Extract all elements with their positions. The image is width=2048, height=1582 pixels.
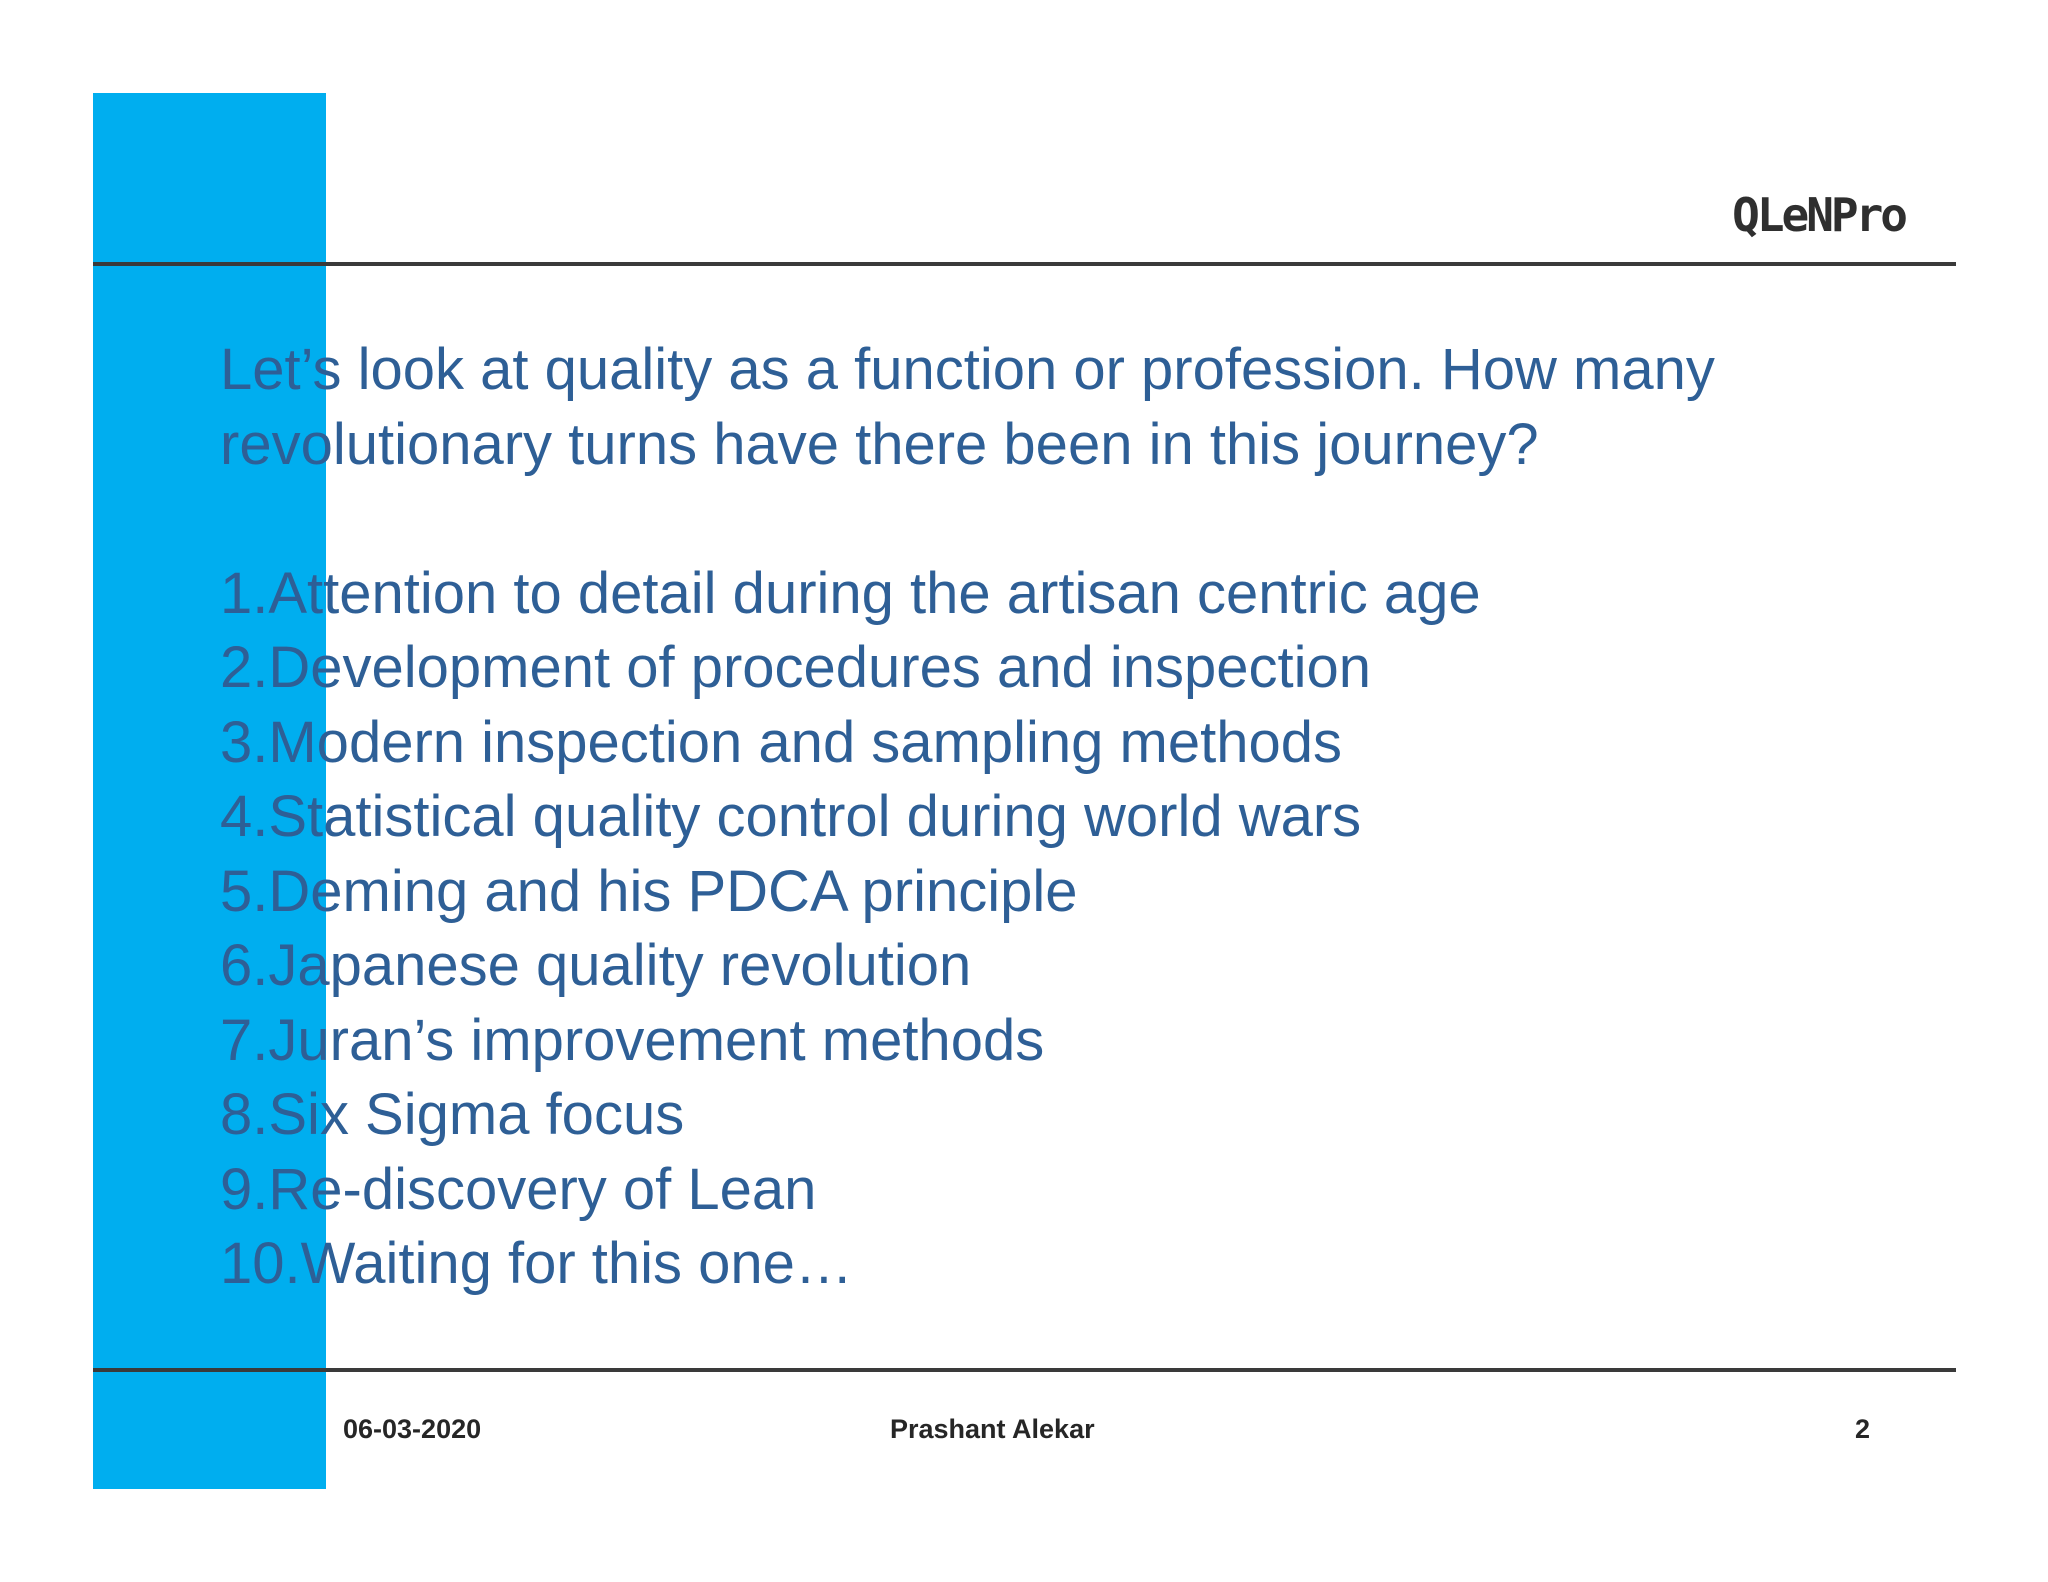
list-item: 3.Modern inspection and sampling methods: [220, 709, 1342, 775]
intro-line-1: Let’s look at quality as a function or profession. How many: [220, 337, 1715, 402]
footer-date: 06-03-2020: [343, 1414, 482, 1444]
list-item: 6.Japanese quality revolution: [220, 933, 972, 998]
list-item: 10.Waiting for this one…: [220, 1231, 853, 1296]
page-number: 2: [1854, 1414, 1870, 1444]
intro-line-2: revolutionary turns have there been in this journey?: [220, 411, 1539, 477]
list-item: 5.Deming and his PDCA principle: [220, 858, 1078, 924]
list-item: 1.Attention to detail during the artisan centric age: [220, 560, 1481, 626]
logo-text: QLeNPro: [1732, 188, 1905, 242]
header-divider: [93, 262, 1956, 266]
slide-content: [220, 333, 1920, 1302]
list-item: 2.Development of procedures and inspection: [220, 635, 1372, 700]
intro-text: [220, 333, 1920, 482]
list-item: 8.Six Sigma focus: [220, 1082, 685, 1147]
revolution-list: [220, 557, 1920, 1302]
footer-author: Prashant Alekar: [890, 1414, 1095, 1444]
list-item: 9.Re-discovery of Lean: [220, 1156, 817, 1222]
list-item: 4.Statistical quality control during world wars: [220, 784, 1362, 849]
list-item: 7.Juran’s improvement methods: [220, 1007, 1045, 1073]
footer-divider: [93, 1368, 1956, 1372]
